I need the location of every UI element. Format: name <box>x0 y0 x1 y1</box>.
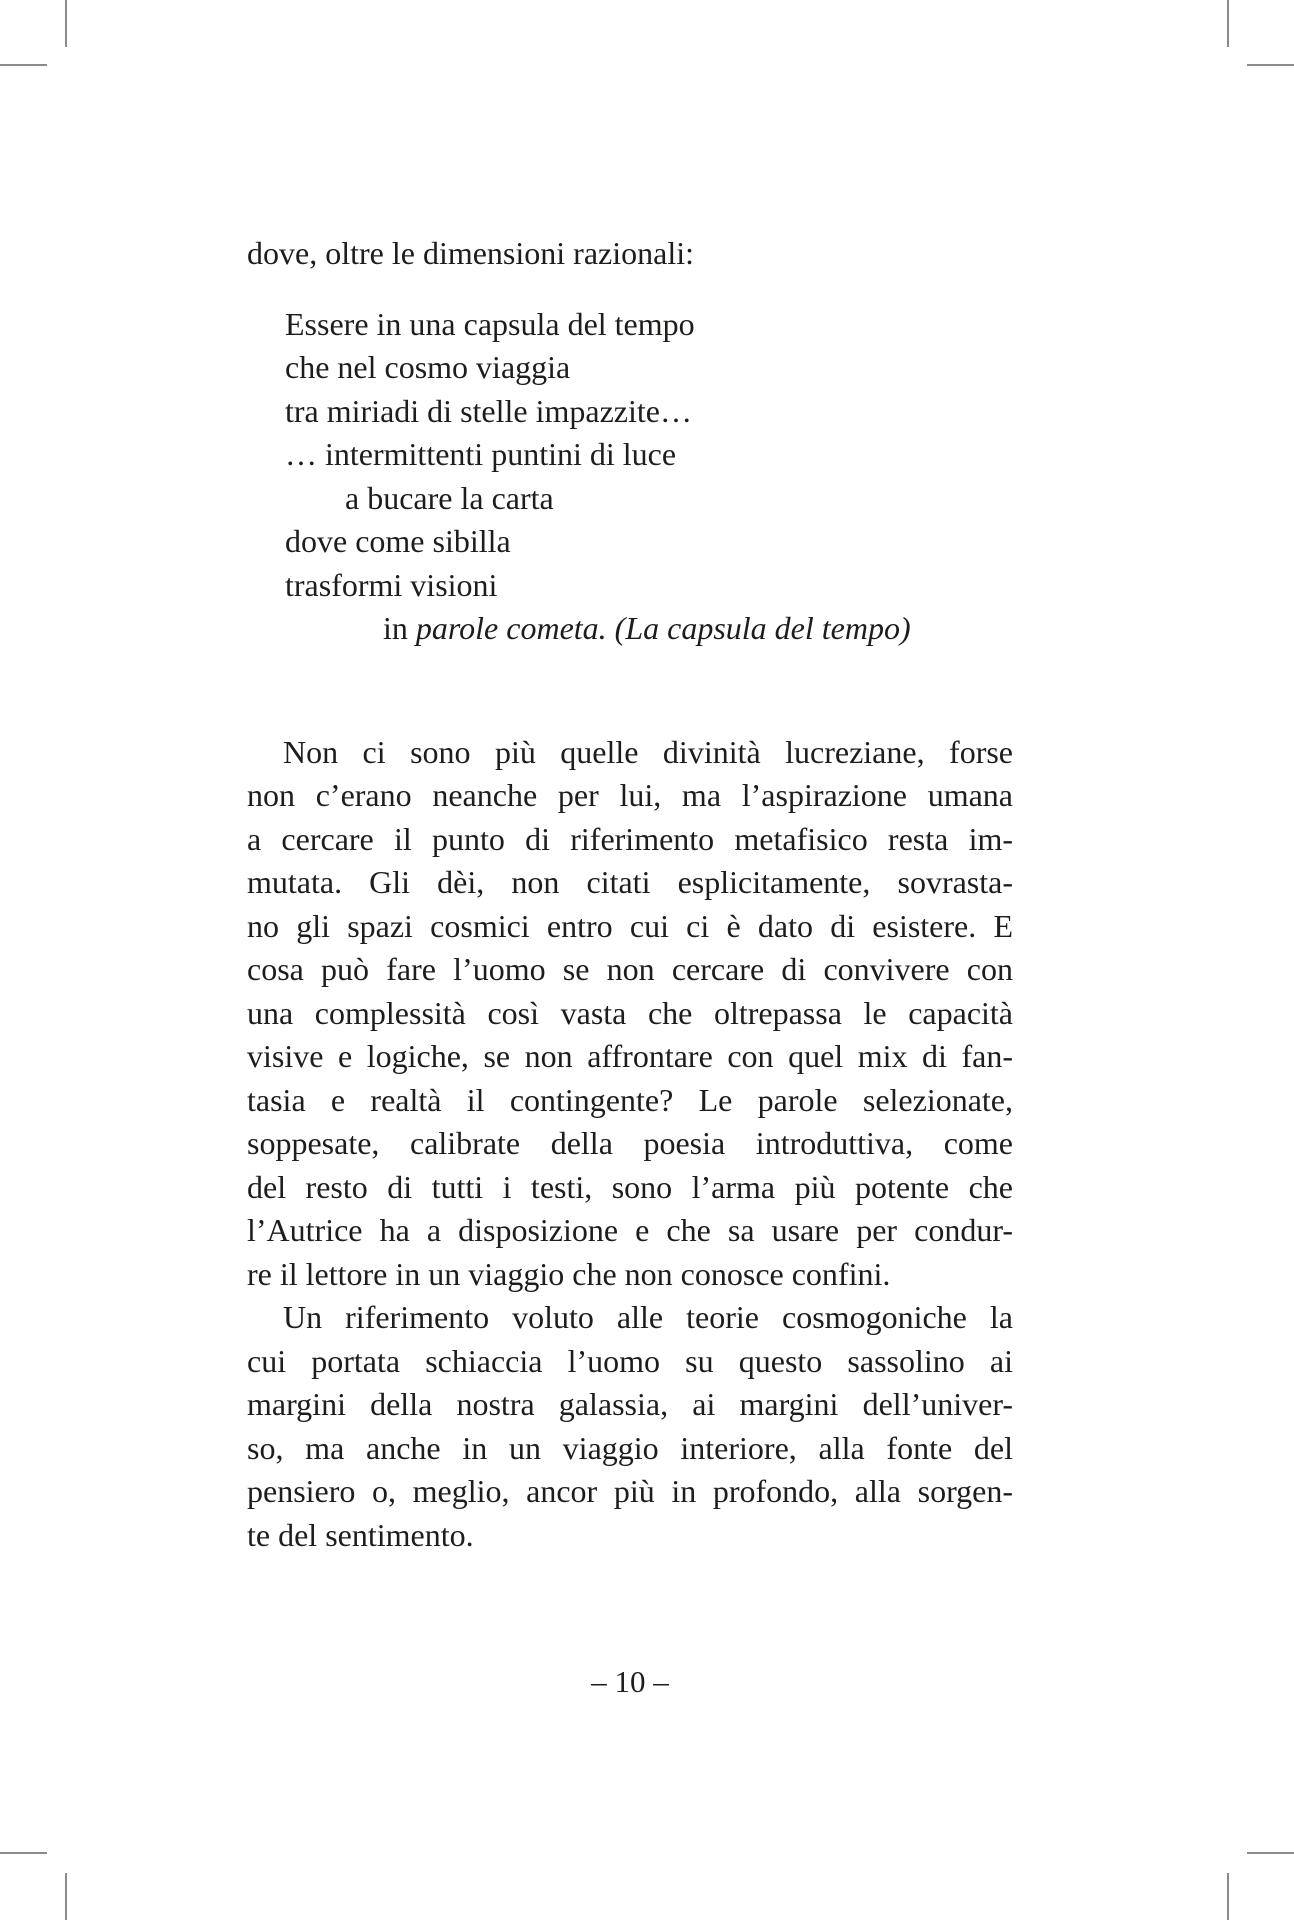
crop-mark-top-right-horizontal <box>1247 64 1294 66</box>
paragraph-line: non c’erano neanche per lui, ma l’aspirazione umana <box>247 777 1013 813</box>
crop-mark-bottom-right-vertical <box>1227 1873 1229 1920</box>
paragraph-line: no gli spazi cosmici entro cui ci è dato di esistere. E <box>247 907 1013 944</box>
crop-mark-bottom-left-horizontal <box>0 1852 47 1854</box>
poem-line-roman-part: in <box>383 610 416 646</box>
paragraph-line: tasia e realtà il contingente? Le parole selezionate, <box>247 1081 1013 1118</box>
paragraph-line: pensiero o, meglio, ancor più in profondo, alla sorgen- <box>247 1473 1013 1509</box>
paragraph-line: visive e logiche, se non affrontare con quel mix di fan- <box>247 1038 1013 1074</box>
crop-mark-top-right-vertical <box>1227 0 1229 47</box>
crop-mark-bottom-right-horizontal <box>1247 1852 1294 1854</box>
poem-line: dove come sibilla <box>285 523 511 559</box>
paragraph-line: soppesate, calibrate della poesia introduttiva, come <box>247 1125 1013 1161</box>
paragraph-line: so, ma anche in un viaggio interiore, alla fonte del <box>247 1429 1013 1466</box>
paragraph-line: Non ci sono più quelle divinità lucreziane, forse <box>283 733 1013 770</box>
paragraph-line: a cercare il punto di riferimento metafisico resta im- <box>247 820 1013 857</box>
paragraph-line: re il lettore in un viaggio che non conosce confini. <box>247 1255 891 1292</box>
paragraph-line: cosa può fare l’uomo se non cercare di convivere con <box>247 951 1013 987</box>
poem-line-attribution <box>383 607 1013 651</box>
crop-mark-top-left-vertical <box>65 0 67 47</box>
poem-title-italic: parole cometa. (La capsula del tempo) <box>415 610 911 646</box>
poem-line: … intermittenti puntini di luce <box>285 436 677 472</box>
paragraph-commentary-2 <box>247 1296 1013 1557</box>
paragraph-line: del resto di tutti i testi, sono l’arma più potente che <box>247 1168 1013 1205</box>
poem-line: Essere in una capsula del tempo <box>285 305 695 342</box>
poem-quote <box>285 303 1013 651</box>
poem-line: trasformi visioni <box>285 566 498 603</box>
page-number: – 10 – <box>591 1664 669 1699</box>
text-column <box>247 232 1013 1557</box>
poem-line: tra miriadi di stelle impazzite… <box>285 392 692 429</box>
continuation-line: dove, oltre le dimensioni razionali: <box>247 235 694 271</box>
paragraph-commentary-1 <box>247 731 1013 1297</box>
crop-mark-top-left-horizontal <box>0 64 47 66</box>
poem-line: che nel cosmo viaggia <box>285 349 571 385</box>
poem-line-indented: a bucare la carta <box>345 479 554 516</box>
paragraph-line: Un riferimento voluto alle teorie cosmogoniche la <box>283 1299 1013 1335</box>
crop-mark-bottom-left-vertical <box>65 1873 67 1920</box>
paragraph-line: mutata. Gli dèi, non citati esplicitamente, sovrasta- <box>247 864 1013 900</box>
paragraph-line: una complessità così vasta che oltrepassa le capacità <box>247 994 1013 1031</box>
paragraph-line: l’Autrice ha a disposizione e che sa usare per condur- <box>247 1212 1013 1248</box>
paragraph-line: margini della nostra galassia, ai margini dell’univer- <box>247 1386 1013 1422</box>
paragraph-line: te del sentimento. <box>247 1516 474 1553</box>
paragraph-line: cui portata schiaccia l’uomo su questo sassolino ai <box>247 1342 1013 1379</box>
